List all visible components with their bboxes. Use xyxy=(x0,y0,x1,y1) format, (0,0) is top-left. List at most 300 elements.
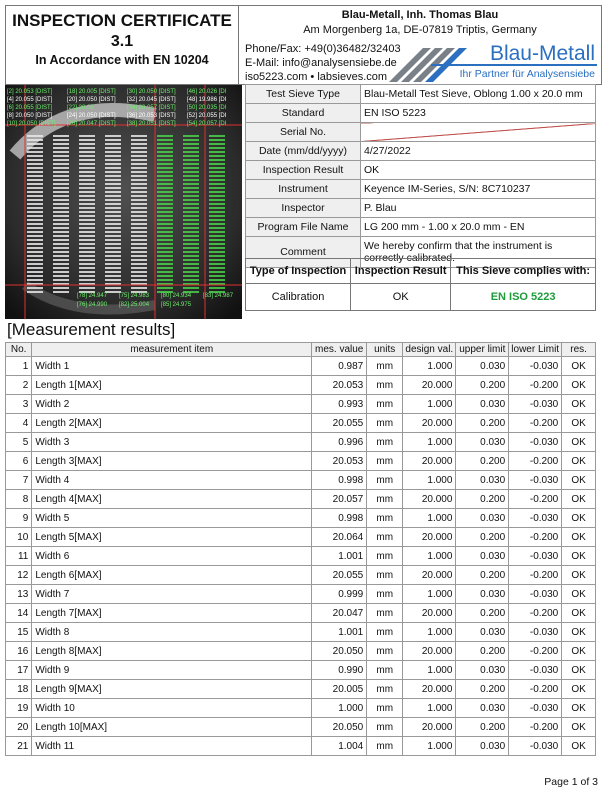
scan-slot xyxy=(79,251,95,253)
table-row xyxy=(6,585,596,604)
row-item: Length 9[MAX] xyxy=(32,680,312,699)
company-logo xyxy=(387,40,599,84)
scan-slot xyxy=(183,275,199,277)
scan-slot xyxy=(157,219,173,221)
info-label: Comment xyxy=(246,237,361,268)
scan-slot xyxy=(131,143,147,145)
row-no: 8 xyxy=(6,490,32,509)
row-result: OK xyxy=(562,623,596,642)
info-value: Keyence IM-Series, S/N: 8C710237 xyxy=(361,180,596,199)
info-row xyxy=(246,218,596,237)
scan-slot xyxy=(157,139,173,141)
scan-slot xyxy=(157,255,173,257)
scan-slot xyxy=(183,219,199,221)
scan-slot xyxy=(53,151,69,153)
scan-slot xyxy=(183,175,199,177)
logo-slogan: Ihr Partner für Analysensiebe xyxy=(459,68,595,80)
summary-header-result: Inspection Result xyxy=(351,259,451,284)
scan-slot xyxy=(27,275,43,277)
scan-slot xyxy=(79,255,95,257)
scan-slot xyxy=(53,195,69,197)
scan-slot xyxy=(131,159,147,161)
row-lower: -0.030 xyxy=(509,547,562,566)
scan-slot xyxy=(27,259,43,261)
scan-slot xyxy=(183,179,199,181)
inspection-summary-table xyxy=(245,258,596,311)
scan-slot xyxy=(183,271,199,273)
scan-slot xyxy=(157,271,173,273)
row-value: 1.004 xyxy=(312,737,367,756)
row-value: 1.000 xyxy=(312,699,367,718)
row-item: Length 3[MAX] xyxy=(32,452,312,471)
row-design: 1.000 xyxy=(403,395,456,414)
scan-slot xyxy=(209,235,225,237)
scan-slot xyxy=(157,235,173,237)
scan-slot xyxy=(209,279,225,281)
scan-slot xyxy=(105,259,121,261)
scan-slot xyxy=(157,199,173,201)
scan-slot xyxy=(105,183,121,185)
row-result: OK xyxy=(562,718,596,737)
company-website: iso5223.com • labsieves.com xyxy=(245,71,388,83)
scan-slot xyxy=(209,147,225,149)
row-design: 1.000 xyxy=(403,433,456,452)
scan-slot xyxy=(183,223,199,225)
scan-slot xyxy=(131,279,147,281)
row-result: OK xyxy=(562,680,596,699)
scan-slot xyxy=(131,163,147,165)
scan-slot xyxy=(105,139,121,141)
scan-slot xyxy=(131,191,147,193)
scan-slot xyxy=(79,235,95,237)
info-label: Standard xyxy=(246,104,361,123)
scan-label: [50] 20.035 [DI xyxy=(187,105,227,111)
info-value: We hereby confirm that the instrument is correctly calibrated. xyxy=(361,237,596,268)
info-label: Program File Name xyxy=(246,218,361,237)
scan-slot xyxy=(27,223,43,225)
table-row xyxy=(6,680,596,699)
row-units: mm xyxy=(367,376,403,395)
scan-slot xyxy=(79,171,95,173)
scan-slot xyxy=(105,143,121,145)
scan-slot xyxy=(79,267,95,269)
row-result: OK xyxy=(562,376,596,395)
scan-slot xyxy=(27,291,43,293)
scan-slot xyxy=(183,267,199,269)
scan-slot xyxy=(131,199,147,201)
row-item: Length 8[MAX] xyxy=(32,642,312,661)
row-upper: 0.030 xyxy=(456,661,509,680)
scan-slot xyxy=(53,155,69,157)
scan-slot xyxy=(209,263,225,265)
scan-slot xyxy=(79,155,95,157)
scan-slot xyxy=(209,219,225,221)
scan-slot xyxy=(105,187,121,189)
scan-slot xyxy=(53,147,69,149)
table-row xyxy=(6,699,596,718)
info-value: OK xyxy=(361,161,596,180)
scan-slot xyxy=(53,219,69,221)
sieve-scan-image xyxy=(5,85,242,319)
scan-label: [24] 20.050 [DIST] xyxy=(67,113,116,119)
scan-slot xyxy=(53,175,69,177)
row-design: 20.000 xyxy=(403,528,456,547)
row-upper: 0.030 xyxy=(456,699,509,718)
scan-slot xyxy=(131,207,147,209)
certificate-info-table xyxy=(245,84,596,268)
scan-slot xyxy=(27,167,43,169)
scan-slot xyxy=(105,171,121,173)
scan-slot xyxy=(157,231,173,233)
scan-slot xyxy=(105,199,121,201)
scan-slot xyxy=(27,199,43,201)
scan-slot xyxy=(105,155,121,157)
info-row xyxy=(246,180,596,199)
scan-slot xyxy=(209,207,225,209)
row-lower: -0.200 xyxy=(509,718,562,737)
row-result: OK xyxy=(562,547,596,566)
scan-slot xyxy=(79,247,95,249)
row-lower: -0.030 xyxy=(509,395,562,414)
info-row xyxy=(246,142,596,161)
info-label: Inspection Result xyxy=(246,161,361,180)
scan-slot xyxy=(209,151,225,153)
row-lower: -0.200 xyxy=(509,490,562,509)
row-upper: 0.030 xyxy=(456,623,509,642)
scan-slot xyxy=(53,287,69,289)
scan-label: [83] 24.987 xyxy=(203,293,234,299)
scan-slot xyxy=(209,231,225,233)
row-units: mm xyxy=(367,528,403,547)
row-no: 12 xyxy=(6,566,32,585)
table-row xyxy=(6,528,596,547)
row-lower: -0.030 xyxy=(509,433,562,452)
header-units: units xyxy=(367,343,403,357)
measurement-results-table xyxy=(5,342,596,756)
scan-slot xyxy=(131,267,147,269)
scan-slot xyxy=(157,195,173,197)
row-design: 20.000 xyxy=(403,376,456,395)
row-no: 21 xyxy=(6,737,32,756)
scan-slot xyxy=(209,135,225,137)
scan-slot xyxy=(53,279,69,281)
row-result: OK xyxy=(562,566,596,585)
row-design: 20.000 xyxy=(403,414,456,433)
header-design: design val. xyxy=(403,343,456,357)
certificate-standard: In Accordance with EN 10204 xyxy=(35,53,209,67)
row-item: Width 7 xyxy=(32,585,312,604)
scan-label: [2] 20.053 [DIST] xyxy=(7,89,53,95)
row-units: mm xyxy=(367,718,403,737)
row-item: Width 11 xyxy=(32,737,312,756)
scan-slot xyxy=(209,155,225,157)
scan-slot xyxy=(157,147,173,149)
scan-label: [85] 24.975 xyxy=(161,302,192,308)
scan-slot xyxy=(27,255,43,257)
scan-slot xyxy=(183,135,199,137)
scan-label: [75] 24.983 xyxy=(119,293,150,299)
info-label: Inspector xyxy=(246,199,361,218)
row-design: 1.000 xyxy=(403,661,456,680)
scan-slot xyxy=(131,167,147,169)
scan-label: [80] 24.934 xyxy=(161,293,192,299)
scan-slot xyxy=(157,215,173,217)
scan-slot xyxy=(27,155,43,157)
row-lower: -0.030 xyxy=(509,357,562,376)
summary-type-value: Calibration xyxy=(246,284,351,311)
scan-label: [38] 20.051 [DIST] xyxy=(127,121,176,127)
row-no: 13 xyxy=(6,585,32,604)
row-item: Length 2[MAX] xyxy=(32,414,312,433)
info-label: Serial No. xyxy=(246,123,361,142)
row-units: mm xyxy=(367,623,403,642)
row-lower: -0.030 xyxy=(509,509,562,528)
scan-slot xyxy=(131,223,147,225)
scan-slot xyxy=(105,267,121,269)
scan-slot xyxy=(53,187,69,189)
scan-slot xyxy=(131,259,147,261)
row-units: mm xyxy=(367,414,403,433)
scan-slot xyxy=(209,187,225,189)
row-item: Length 4[MAX] xyxy=(32,490,312,509)
scan-slot xyxy=(157,251,173,253)
scan-slot xyxy=(79,151,95,153)
row-value: 20.047 xyxy=(312,604,367,623)
scan-slot xyxy=(79,199,95,201)
row-item: Width 2 xyxy=(32,395,312,414)
row-result: OK xyxy=(562,414,596,433)
row-upper: 0.200 xyxy=(456,490,509,509)
scan-slot xyxy=(53,251,69,253)
scan-slot xyxy=(131,243,147,245)
info-value: 4/27/2022 xyxy=(361,142,596,161)
scan-label: [26] 20.047 [DIST] xyxy=(67,121,116,127)
certificate-type: 3.1 xyxy=(110,33,134,50)
scan-slot xyxy=(27,251,43,253)
scan-slot xyxy=(79,187,95,189)
row-result: OK xyxy=(562,357,596,376)
table-row xyxy=(6,509,596,528)
scan-slot xyxy=(183,199,199,201)
scan-slot xyxy=(183,159,199,161)
row-item: Width 8 xyxy=(32,623,312,642)
scan-slot xyxy=(183,155,199,157)
scan-slot xyxy=(209,239,225,241)
table-row xyxy=(6,490,596,509)
scan-slot xyxy=(105,167,121,169)
scan-slot xyxy=(209,259,225,261)
scan-slot xyxy=(79,287,95,289)
scan-slot xyxy=(79,223,95,225)
scan-slot xyxy=(157,243,173,245)
scan-label: [30] 20.050 [DIST] xyxy=(127,89,176,95)
row-result: OK xyxy=(562,528,596,547)
scan-slot xyxy=(209,247,225,249)
company-phone: Phone/Fax: +49(0)36482/32403 xyxy=(245,43,401,55)
scan-slot xyxy=(157,183,173,185)
scan-slot xyxy=(157,207,173,209)
row-lower: -0.200 xyxy=(509,414,562,433)
info-row xyxy=(246,104,596,123)
scan-slot xyxy=(53,159,69,161)
info-label: Date (mm/dd/yyyy) xyxy=(246,142,361,161)
table-row xyxy=(6,414,596,433)
header-no: No. xyxy=(6,343,32,357)
header-result: res. xyxy=(562,343,596,357)
row-value: 20.050 xyxy=(312,642,367,661)
scan-slot xyxy=(209,211,225,213)
scan-slot xyxy=(157,239,173,241)
scan-slot xyxy=(105,195,121,197)
scan-slot xyxy=(157,275,173,277)
scan-slot xyxy=(27,175,43,177)
row-no: 17 xyxy=(6,661,32,680)
row-units: mm xyxy=(367,680,403,699)
table-row xyxy=(6,623,596,642)
scan-slot xyxy=(157,227,173,229)
row-design: 20.000 xyxy=(403,718,456,737)
scan-slot xyxy=(209,191,225,193)
row-upper: 0.200 xyxy=(456,452,509,471)
scan-slot xyxy=(79,163,95,165)
info-value: Blau-Metall Test Sieve, Oblong 1.00 x 20.0 mm xyxy=(361,85,596,104)
scan-slot xyxy=(79,159,95,161)
scan-label: [20] 20.050 [DIST] xyxy=(67,97,116,103)
scan-slot xyxy=(105,279,121,281)
scan-slot xyxy=(79,231,95,233)
scan-slot xyxy=(183,235,199,237)
row-units: mm xyxy=(367,509,403,528)
row-lower: -0.030 xyxy=(509,585,562,604)
scan-slot xyxy=(105,215,121,217)
scan-slot xyxy=(53,143,69,145)
scan-slot xyxy=(183,163,199,165)
scan-slot xyxy=(27,267,43,269)
row-lower: -0.030 xyxy=(509,623,562,642)
scan-slot xyxy=(131,263,147,265)
scan-slot xyxy=(105,203,121,205)
table-row xyxy=(6,737,596,756)
certificate-title-box xyxy=(5,5,239,85)
scan-label: [76] 24.990 xyxy=(77,302,108,308)
scan-slot xyxy=(79,259,95,261)
scan-label: [6] 20.055 [DIST] xyxy=(7,105,53,111)
scan-slot xyxy=(209,199,225,201)
scan-slot xyxy=(157,167,173,169)
row-design: 1.000 xyxy=(403,357,456,376)
row-value: 0.987 xyxy=(312,357,367,376)
row-item: Width 9 xyxy=(32,661,312,680)
scan-slot xyxy=(79,227,95,229)
row-upper: 0.200 xyxy=(456,604,509,623)
scan-slot xyxy=(209,139,225,141)
scan-slot xyxy=(131,135,147,137)
scan-slot xyxy=(157,263,173,265)
scan-slot xyxy=(183,243,199,245)
scan-slot xyxy=(27,191,43,193)
row-lower: -0.030 xyxy=(509,737,562,756)
scan-slot xyxy=(27,247,43,249)
scan-slot xyxy=(157,267,173,269)
scan-slot xyxy=(27,187,43,189)
row-units: mm xyxy=(367,585,403,604)
scan-slot xyxy=(79,179,95,181)
scan-label: [48] 19.986 [DI xyxy=(187,97,227,103)
scan-slot xyxy=(79,143,95,145)
scan-slot xyxy=(53,239,69,241)
row-upper: 0.200 xyxy=(456,680,509,699)
scan-slot xyxy=(183,251,199,253)
row-item: Length 10[MAX] xyxy=(32,718,312,737)
row-item: Width 3 xyxy=(32,433,312,452)
scan-slot xyxy=(79,195,95,197)
scan-slot xyxy=(209,167,225,169)
row-item: Length 1[MAX] xyxy=(32,376,312,395)
scan-slot xyxy=(209,227,225,229)
row-units: mm xyxy=(367,357,403,376)
scan-slot xyxy=(157,203,173,205)
scan-slot xyxy=(27,271,43,273)
scan-slot xyxy=(209,255,225,257)
scan-slot xyxy=(131,219,147,221)
scan-slot xyxy=(53,139,69,141)
scan-slot xyxy=(131,147,147,149)
scan-slot xyxy=(79,219,95,221)
scan-slot xyxy=(183,255,199,257)
scan-slot xyxy=(209,267,225,269)
table-row xyxy=(6,642,596,661)
scan-slot xyxy=(53,203,69,205)
scan-label: [4] 20.055 [DIST] xyxy=(7,97,53,103)
row-value: 20.057 xyxy=(312,490,367,509)
scan-label: [82] 25.004 xyxy=(119,302,150,308)
scan-slot xyxy=(27,195,43,197)
info-value: P. Blau xyxy=(361,199,596,218)
row-no: 4 xyxy=(6,414,32,433)
row-value: 0.999 xyxy=(312,585,367,604)
scan-label: [18] 20.005 [DIST] xyxy=(67,89,116,95)
scan-slot xyxy=(79,211,95,213)
scan-slot xyxy=(27,179,43,181)
row-units: mm xyxy=(367,642,403,661)
scan-slot xyxy=(157,191,173,193)
scan-slot xyxy=(27,215,43,217)
scan-slot xyxy=(27,151,43,153)
row-result: OK xyxy=(562,661,596,680)
scan-slot xyxy=(131,175,147,177)
row-value: 20.053 xyxy=(312,376,367,395)
scan-slot xyxy=(183,187,199,189)
scan-slot xyxy=(157,159,173,161)
scan-slot xyxy=(209,171,225,173)
scan-slot xyxy=(183,183,199,185)
row-result: OK xyxy=(562,452,596,471)
table-row xyxy=(6,433,596,452)
row-no: 10 xyxy=(6,528,32,547)
scan-slot xyxy=(183,203,199,205)
row-units: mm xyxy=(367,661,403,680)
scan-slot xyxy=(105,191,121,193)
scan-slot xyxy=(79,279,95,281)
scan-slot xyxy=(79,243,95,245)
row-upper: 0.200 xyxy=(456,642,509,661)
scan-slot xyxy=(53,211,69,213)
scan-slot xyxy=(53,275,69,277)
scan-slot xyxy=(53,255,69,257)
row-item: Width 1 xyxy=(32,357,312,376)
info-row xyxy=(246,199,596,218)
scan-slot xyxy=(209,251,225,253)
